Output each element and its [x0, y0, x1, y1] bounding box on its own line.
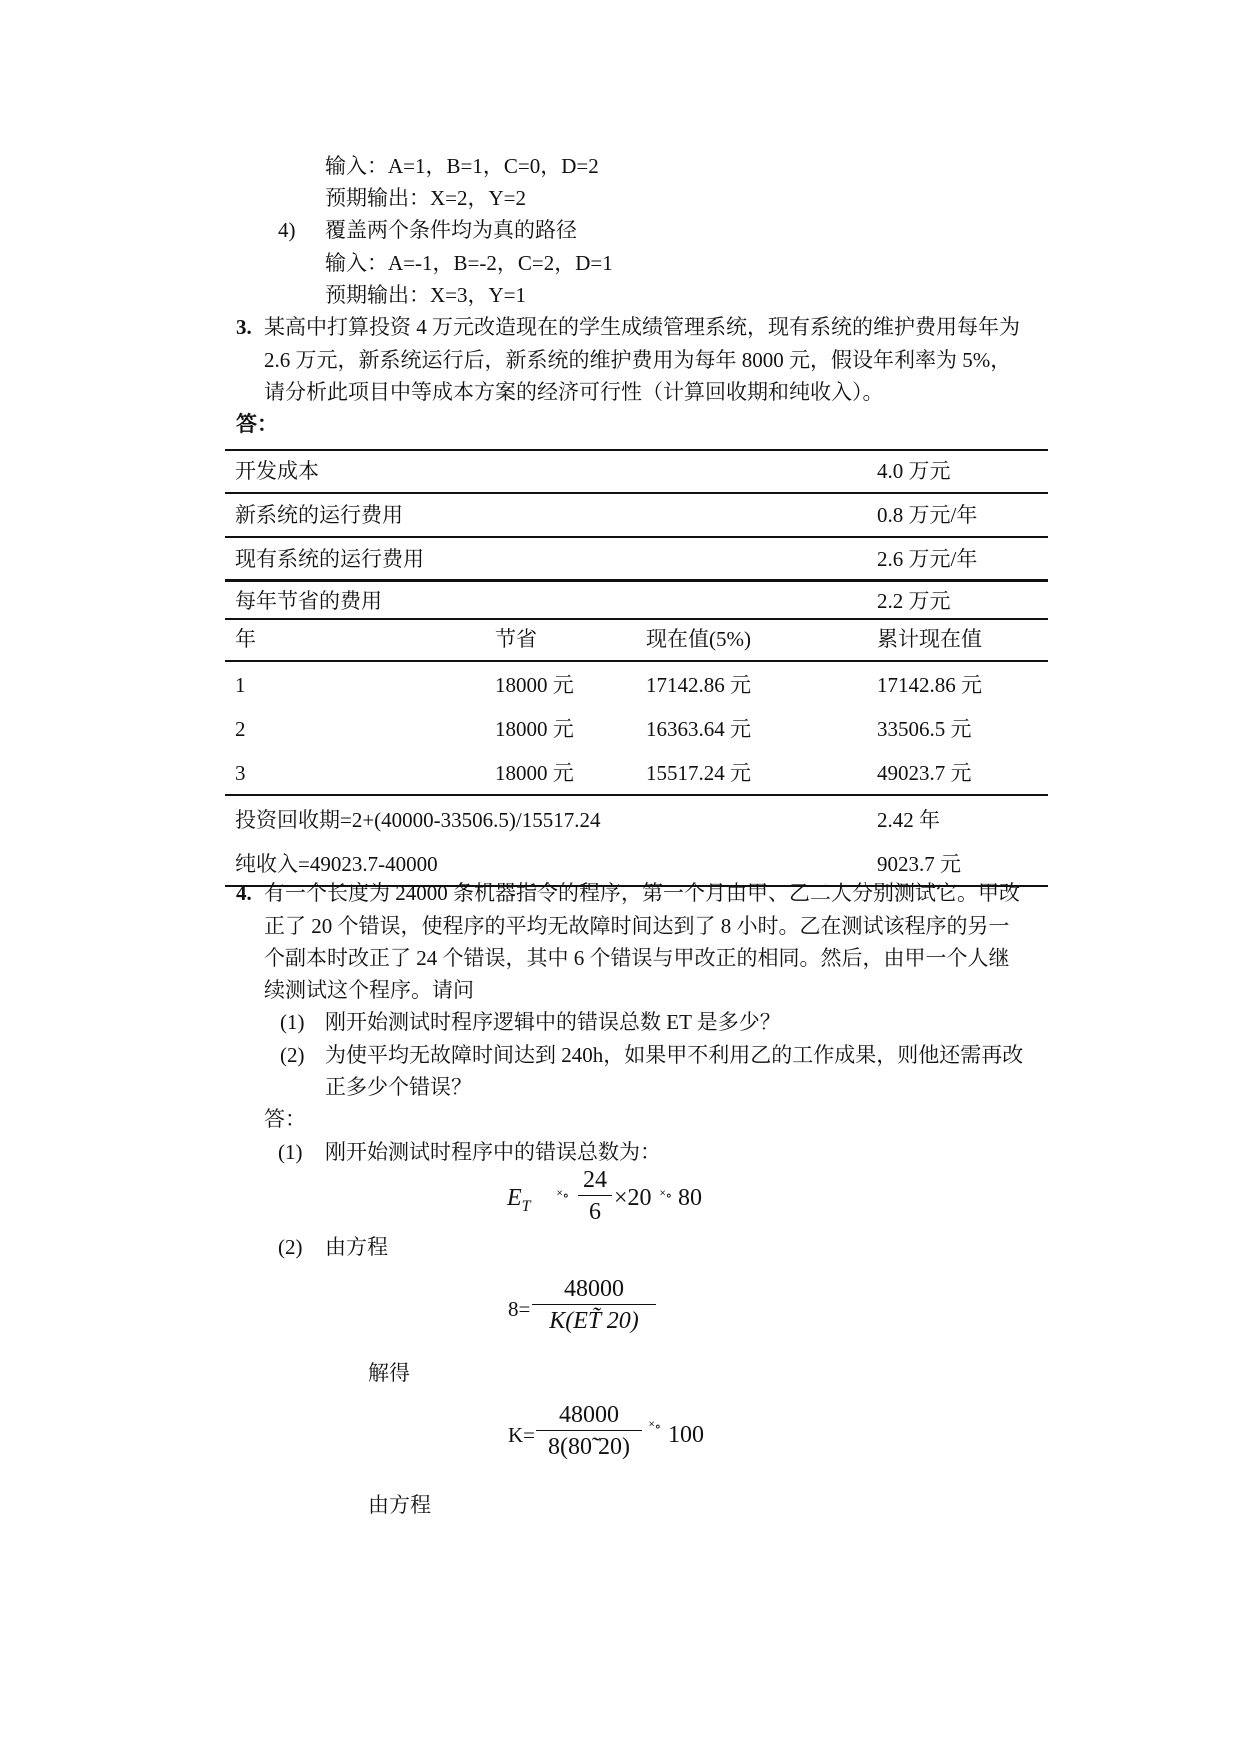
formula-2-denominator: K(ET̃ 20)	[549, 1308, 639, 1334]
formula-3-denominator: 8(80̃ 20)	[548, 1434, 630, 1460]
row-value: 0.8 万元/年	[877, 503, 978, 527]
question-4-answer-label: 答：	[264, 1107, 306, 1131]
answer-2-text: 由方程	[325, 1235, 388, 1259]
solve-text: 解得	[368, 1361, 410, 1385]
cell-year: 1	[235, 673, 246, 697]
sub-question-2-number: (2)	[280, 1043, 305, 1067]
cell-savings: 18000 元	[495, 761, 574, 785]
question-3-line-1: 某高中打算投资 4 万元改造现在的学生成绩管理系统，现有系统的维护费用每年为	[264, 315, 1020, 339]
again-text: 由方程	[368, 1493, 431, 1517]
row-value: 2.2 万元	[877, 589, 951, 613]
question-4-number: 4.	[236, 881, 252, 905]
formula-1-equals-mark: ˟∘	[557, 1189, 570, 1204]
answer-1-text: 刚开始测试时程序中的错误总数为：	[325, 1140, 661, 1164]
formula-1-numerator: 24	[583, 1167, 607, 1193]
formula-1-multiply: ×20	[614, 1185, 652, 1211]
table-row	[225, 449, 1048, 493]
table-row	[225, 798, 1048, 842]
net-income-value: 9023.7 元	[877, 852, 961, 876]
cell-cumulative: 33506.5 元	[877, 717, 972, 741]
payback-value: 2.42 年	[877, 808, 940, 832]
table-row	[225, 493, 1048, 537]
sub-question-2-line-2: 正多少个错误？	[325, 1075, 472, 1099]
table-row	[225, 707, 1048, 751]
question-4-line-4: 续测试这个程序。请问	[264, 978, 474, 1002]
payback-formula: 投资回收期=2+(40000-33506.5)/15517.24	[235, 808, 601, 832]
item-4-title: 覆盖两个条件均为真的路径	[325, 218, 577, 242]
table-row	[225, 751, 1048, 795]
formula-3-numerator: 48000	[559, 1402, 619, 1428]
column-header-present-value: 现在值(5%)	[646, 627, 751, 651]
question-3-number: 3.	[236, 315, 252, 339]
cell-savings: 18000 元	[495, 673, 574, 697]
cost-analysis-table	[225, 449, 1048, 886]
answer-1-number: (1)	[278, 1140, 303, 1164]
formula-1-equals-mark-2: ˟∘	[660, 1189, 673, 1204]
row-label: 开发成本	[235, 459, 319, 483]
question-3-line-2: 2.6 万元，新系统运行后，新系统的维护费用为每年 8000 元，假设年利率为 5%，	[264, 348, 1012, 372]
formula-1-lhs	[507, 1183, 531, 1222]
question-4-line-1: 有一个长度为 24000 条机器指令的程序，第一个月由甲、乙二人分别测试它。甲改	[264, 881, 1020, 905]
item-4-number: 4)	[278, 218, 296, 242]
sub-question-1: 刚开始测试时程序逻辑中的错误总数 ET 是多少？	[325, 1010, 781, 1034]
formula-1-denominator: 6	[589, 1199, 601, 1225]
column-header-cumulative: 累计现在值	[877, 627, 982, 651]
cell-present-value: 17142.86 元	[646, 673, 751, 697]
row-label: 现有系统的运行费用	[235, 547, 424, 571]
row-label: 每年节省的费用	[235, 589, 382, 613]
cell-present-value: 15517.24 元	[646, 761, 751, 785]
cell-cumulative: 17142.86 元	[877, 673, 982, 697]
question-3-answer-label: 答：	[236, 412, 278, 436]
expected-output-3: 预期输出：X=2，Y=2	[325, 186, 527, 210]
formula-2-numerator: 48000	[564, 1276, 624, 1302]
test-input-4: 输入：A=-1，B=-2，C=2，D=1	[325, 251, 613, 275]
row-value: 2.6 万元/年	[877, 547, 978, 571]
formula-1-result: 80	[678, 1185, 702, 1211]
formula-2-fraction	[532, 1274, 656, 1337]
expected-output-4: 预期输出：X=3，Y=1	[325, 283, 527, 307]
formula-3-equals-mark: ˟∘	[649, 1420, 662, 1435]
cell-savings: 18000 元	[495, 717, 574, 741]
question-3-line-3: 请分析此项目中等成本方案的经济可行性（计算回收期和纯收入）。	[264, 380, 884, 404]
row-value: 4.0 万元	[877, 459, 951, 483]
cell-year: 2	[235, 717, 246, 741]
formula-2-lhs: 8=	[508, 1297, 531, 1321]
net-income-formula: 纯收入=49023.7-40000	[235, 852, 438, 876]
question-4-line-3: 个副本时改正了 24 个错误，其中 6 个错误与甲改正的相同。然后，由甲一个人继	[264, 946, 1010, 970]
cell-cumulative: 49023.7 元	[877, 761, 972, 785]
sub-question-1-number: (1)	[280, 1010, 305, 1034]
cell-present-value: 16363.64 元	[646, 717, 751, 741]
formula-3-lhs: K=	[508, 1423, 536, 1447]
table-row	[225, 663, 1048, 707]
question-4-line-2: 正了 20 个错误，使程序的平均无故障时间达到了 8 小时。乙在测试该程序的另一	[264, 914, 1010, 938]
row-label: 新系统的运行费用	[235, 503, 403, 527]
test-input-3: 输入：A=1，B=1，C=0，D=2	[325, 154, 599, 178]
column-header-savings: 节省	[495, 627, 537, 651]
formula-3-fraction	[536, 1400, 642, 1463]
table-row	[225, 537, 1048, 581]
formula-3-result: 100	[668, 1422, 704, 1448]
formula-1-fraction	[578, 1165, 612, 1228]
formula-1-e: E	[507, 1185, 522, 1211]
sub-question-2-line-1: 为使平均无故障时间达到 240h，如果甲不利用乙的工作成果，则他还需再改	[325, 1043, 1024, 1067]
answer-2-number: (2)	[278, 1235, 303, 1259]
formula-1-subscript: T	[521, 1197, 531, 1215]
column-header-year: 年	[235, 627, 256, 651]
cell-year: 3	[235, 761, 246, 785]
table-header-row	[225, 619, 1048, 661]
table-row	[225, 581, 1048, 619]
